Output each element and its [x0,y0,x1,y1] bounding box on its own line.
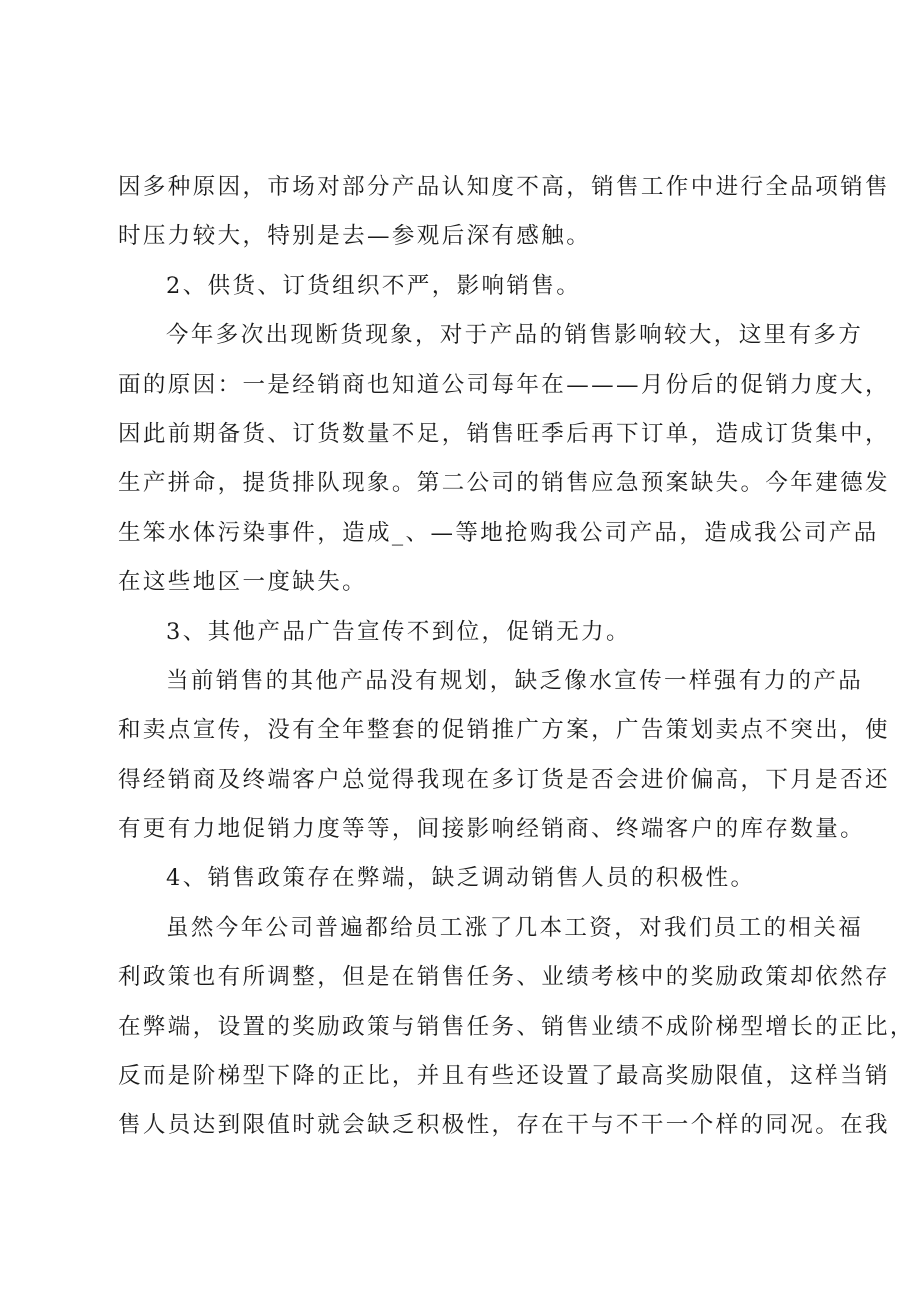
text-line: 虽然今年公司普遍都给员工涨了几本工资，对我们员工的相关福 [166,914,864,941]
text-line: 因此前期备货、订货数量不足，销售旺季后再下订单，造成订货集中， [118,420,890,447]
text-line: 在这些地区一度缺失。 [118,569,368,596]
text-line: 反而是阶梯型下降的正比，并且有些还设置了最高奖励限值，这样当销 [118,1063,890,1090]
section-heading: 4、销售政策存在弊端，缺乏调动销售人员的积极性。 [166,865,756,892]
text-line: 有更有力地促销力度等等，间接影响经销商、终端客户的库存数量。 [118,816,866,843]
text-line: 生笨水体污染事件，造成_、—等地抢购我公司产品，造成我公司产品 [118,519,879,546]
text-line: 利政策也有所调整，但是在销售任务、业绩考核中的奖励政策却依然存 [118,964,890,991]
text-line: 得经销商及终端客户总觉得我现在多订货是否会进价偏高，下月是否还 [118,766,890,793]
text-line: 因多种原因，市场对部分产品认知度不高，销售工作中进行全品项销售 [118,174,890,200]
text-line: 和卖点宣传，没有全年整套的促销推广方案，广告策划卖点不突出，使 [118,717,890,744]
text-line: 当前销售的其他产品没有规划，缺乏像水宣传一样强有力的产品 [166,667,864,694]
text-line: 今年多次出现断货现象，对于产品的销售影响较大，这里有多方 [166,322,864,349]
text-line: 生产拼命，提货排队现象。第二公司的销售应急预案缺失。今年建德发 [118,470,890,497]
section-heading: 2、供货、订货组织不严，影响销售。 [166,272,582,299]
document-page [118,168,915,1156]
section-heading: 3、其他产品广告宣传不到位，促销无力。 [166,618,631,645]
text-line: 售人员达到限值时就会缺乏积极性，存在干与不干一个样的同况。在我 [118,1112,890,1139]
text-line: 在弊端，设置的奖励政策与销售任务、销售业绩不成阶梯型增长的正比， [118,1013,915,1040]
text-line: 面的原因：一是经销商也知道公司每年在———月份后的促销力度大， [118,371,890,398]
text-line: 时压力较大，特别是去—参观后深有感触。 [118,223,592,250]
